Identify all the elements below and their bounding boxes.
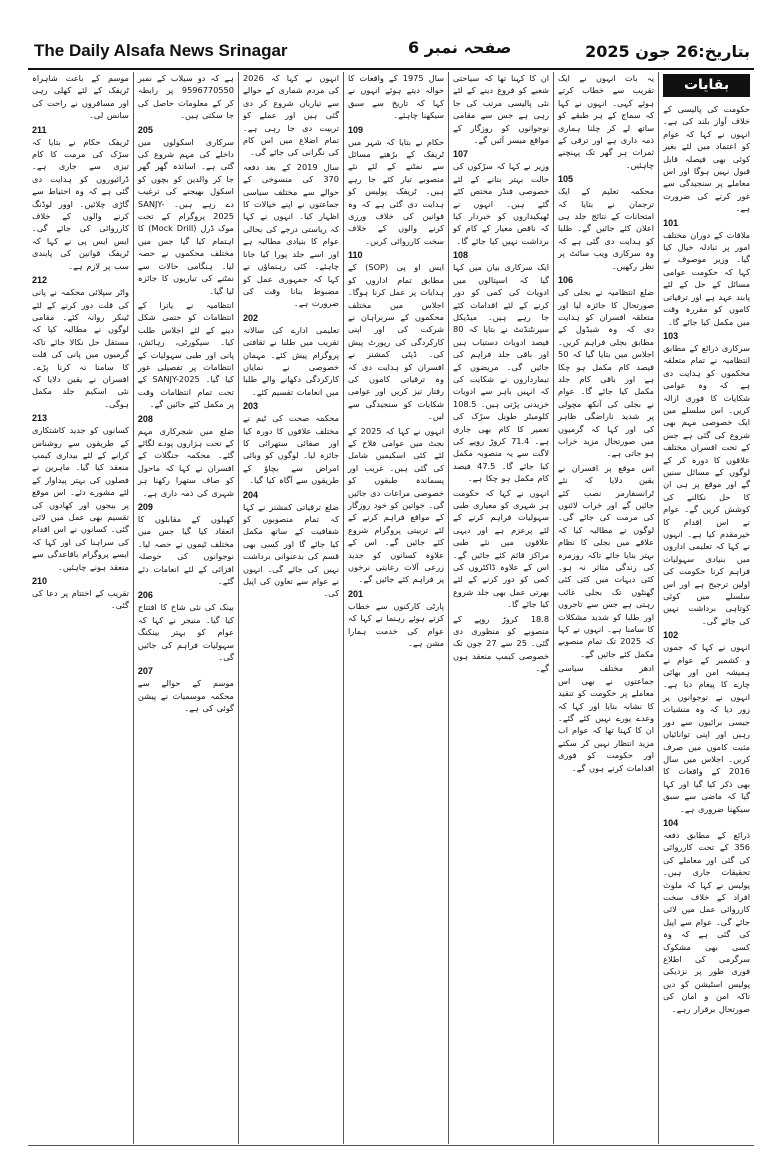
news-item-text: انہوں نے کہا کہ 2026 کی مردم شماری کے حوالے سے تیاریاں شروع کر دی گئی ہیں اور عملے کو تربیت دی جا رہی ہے۔ تمام اضلاع میں اس کام کی نگرانی کی جائے گی۔ (242, 73, 339, 158)
news-item-text: ایس او پی (SOP) کے مطابق تمام اداروں کو ہدایات پر عمل کرنا ہوگا۔ اجلاس میں مختلف محکموں کے سربراہان نے شرکت کی اور اپنی کارکردگی کی رپورٹ پیش کی۔ ڈپٹی کمشنر نے افسران کو ہدایت دی کہ وہ ترقیاتی کاموں کی رفتار تیز کریں اور عوامی شکایات کو سنجیدگی سے لیں۔ (347, 262, 445, 422)
news-item-number: 102 (663, 630, 679, 641)
news-item-number: 104 (663, 817, 679, 828)
news-item-number: 201 (347, 588, 364, 599)
news-item-text: سرکاری ذرائع کے مطابق انتظامیہ نے تمام متعلقہ محکموں کو ہدایت دی ہے کہ وہ عوامی شکایات کا فوری ازالہ کریں۔ اس سلسلے میں ایک خصوصی مہم بھی شروع کی گئی ہے جس کے تحت افسران مختلف علاقوں کا دورہ کر کے لوگوں کے مسائل سنیں گے اور موقع پر ہی ان کا حل نکالنے کی کوشش کریں گے۔ عوام نے اس اقدام کا خیرمقدم کیا ہے۔ انہوں نے کہا کہ تعلیمی اداروں میں بنیادی سہولیات فراہم کرنا حکومت کی اولین ترجیح ہے اور اس سلسلے میں کوئی کوتاہی برداشت نہیں کی جائے گی۔ (663, 342, 750, 626)
news-item-text: یہ بات انہوں نے ایک تقریب سے خطاب کرتے ہوئے کہی۔ انہوں نے کہا کہ سماج کے ہر طبقے کو ساتھ لے کر چلنا ہماری ذمہ داری ہے اور ترقی کے ثمرات ہر گھر تک پہنچنے چاہئیں۔ (558, 73, 655, 170)
news-item-number: 109 (347, 124, 364, 135)
news-column-2 (553, 72, 658, 1144)
news-item-number: 101 (663, 217, 679, 228)
news-item-text: سال 2019 کے بعد دفعہ 370 کی منسوخی کے حوالے سے مختلف سیاسی جماعتوں نے اپنے خیالات کا اظہار کیا۔ انہوں نے کہا کہ ریاستی درجے کی بحالی عوام کا بنیادی مطالبہ ہے اور اسے جلد پورا کیا جانا چاہئے۔ کئی رہنماؤں نے کہا کہ جمہوری عمل کو مضبوط بنانا وقت کی ضرورت ہے۔ (242, 161, 339, 309)
news-item-text: ہے کہ دو سیلاب کے نمبر 9596770550 پر رابطہ کر کے معلومات حاصل کی جا سکتی ہیں۔ (137, 73, 234, 121)
news-item-text: تعلیمی ادارے کی سالانہ تقریب میں طلبا نے ثقافتی پروگرام پیش کئے۔ مہمان خصوصی نے نمایاں کارکردگی دکھانے والے طلبا میں انعامات تقسیم کئے۔ (242, 324, 339, 397)
news-column-6 (133, 72, 238, 1144)
news-item-text: ان کا کہنا تھا کہ سیاحتی شعبے کو فروغ دینے کے لئے نئی پالیسی مرتب کی جا رہی ہے جس سے مقامی نوجوانوں کو روزگار کے مواقع میسر آئیں گے۔ (453, 73, 550, 146)
news-item-number: 107 (453, 149, 469, 160)
news-item-text: محکمہ صحت کی ٹیم نے مختلف علاقوں کا دورہ کیا اور صفائی ستھرائی کا جائزہ لیا۔ لوگوں کو وبائی امراض سے بچاؤ کے طریقوں سے آگاہ کیا گیا۔ (242, 413, 339, 486)
masthead (28, 34, 754, 70)
news-item-text: واٹر سپلائی محکمہ نے پانی کی قلت دور کرنے کے لئے ٹینکر روانہ کئے۔ مقامی لوگوں نے مطالبہ کیا کہ مستقل حل نکالا جائے تاکہ گرمیوں میں پانی کی قلت کا سامنا نہ کرنا پڑے۔ افسران نے یقین دلایا کہ نئی اسکیم جلد مکمل ہوگی۔ (32, 287, 129, 409)
news-item-text: پارٹی کارکنوں سے خطاب کرتے ہوئے رہنما نے کہا کہ عوام کی خدمت ہمارا مشن ہے۔ (347, 600, 445, 649)
news-item-text: ذرائع کے مطابق دفعہ 356 کے تحت کارروائی کی گئی اور معاملے کی تحقیقات جاری ہیں۔ پولیس نے کہا کہ ملوث افراد کے خلاف سخت کارروائی عمل میں لائی جائے گی۔ عوام سے اپیل کی گئی ہے کہ وہ کسی بھی مشکوک سرگرمی کی اطلاع فوری طور پر نزدیکی پولیس اسٹیشن کو دیں تاکہ امن و امان کی صورتحال برقرار رہے۔ (663, 829, 750, 1014)
news-item-number: 206 (137, 590, 153, 601)
news-item-text: کھیلوں کے مقابلوں کا انعقاد کیا گیا جس میں مختلف ٹیموں نے حصہ لیا۔ نوجوانوں کی حوصلہ افزائی کے لئے انعامات دئے گئے۔ (137, 514, 234, 587)
news-item-text: 18.8 کروڑ روپے کے منصوبے کو منظوری دی گئی۔ 25 سے 27 جون تک خصوصی کیمپ منعقد ہوں گے۔ (453, 613, 550, 674)
news-item-number: 213 (32, 413, 48, 424)
issue-date: بتاریخ:26 جون 2025 (585, 41, 750, 61)
news-item-text: حکومت کی پالیسی کے خلاف آواز بلند کی ہے۔ انہوں نے کہا کہ عوام کو اعتماد میں لئے بغیر کوئی بھی فیصلہ قابل قبول نہیں ہوگا اور اس معاملے پر سنجیدگی سے غور کرنے کی ضرورت ہے۔ (663, 104, 750, 214)
news-item-number: 212 (32, 275, 48, 286)
news-item-text: ضلع میں شجرکاری مہم کے تحت ہزاروں پودے لگائے گئے۔ محکمہ جنگلات کے افسران نے کہا کہ ماحول کو صاف ستھرا رکھنا ہر شہری کی ذمہ داری ہے۔ (137, 425, 234, 498)
news-item-number: 110 (347, 250, 363, 261)
newspaper-name: The Daily Alsafa News Srinagar (34, 41, 288, 60)
news-item-text: ملاقات کے دوران مختلف امور پر تبادلہ خیال کیا گیا۔ وزیر موصوف نے کہا کہ حکومت عوامی مسائل کے حل کے لئے پابند عہد ہے اور ترقیاتی کاموں کو مقررہ وقت میں مکمل کیا جائے گا۔ (663, 229, 750, 327)
news-item-text: انہوں نے کہا کہ جموں و کشمیر کے عوام نے ہمیشہ امن اور بھائی چارے کا پیغام دیا ہے۔ انہوں نے نوجوانوں پر زور دیا کہ وہ منشیات جیسی برائیوں سے دور رہیں اور اپنی توانائیاں مثبت کاموں میں صرف کریں۔ اجلاس میں سال 2016 کے واقعات کا بھی ذکر کیا گیا اور کہا گیا کہ ماضی سے سبق سیکھنا ضروری ہے۔ (663, 642, 750, 814)
news-item-text: بینک کی نئی شاخ کا افتتاح کیا گیا۔ منیجر نے کہا کہ عوام کو بہتر بینکنگ سہولیات فراہم کی جائیں گی۔ (137, 602, 234, 663)
news-item-text: موسم کے باعث شاہراہ ٹریفک کے لئے کھلی رہی اور مسافروں نے راحت کی سانس لی۔ (32, 73, 129, 121)
news-item-number: 105 (558, 174, 574, 185)
news-item-text: کسانوں کو جدید کاشتکاری کے طریقوں سے روشناس کرانے کے لئے بیداری کیمپ منعقد کیا گیا۔ ماہرین نے فصلوں کی بہتر پیداوار کے لئے مشورے دئے۔ اس موقع پر بیجوں اور کھادوں کی تقسیم بھی عمل میں لائی گئی۔ کسانوں نے اس اقدام کی سراہنا کی اور کہا کہ ایسے پروگرام باقاعدگی سے منعقد ہونے چاہئیں۔ (32, 425, 129, 572)
news-column-5 (238, 72, 343, 1144)
news-item-text: موسم کے حوالے سے محکمہ موسمیات نے پیشن گوئی کی ہے۔ (137, 678, 234, 714)
news-item-text: ٹریفک حکام نے بتایا کہ سڑک کی مرمت کا کام تیزی سے جاری ہے۔ ڈرائیوروں کو ہدایت دی گئی ہے کہ وہ احتیاط سے گاڑی چلائیں۔ اوور لوڈنگ کرنے والوں کے خلاف کارروائی کی جائے گی۔ ایس ایس پی نے کہا کہ ٹریفک قوانین کی پابندی سب پر لازم ہے۔ (32, 136, 129, 271)
news-item-text: سرکاری اسکولوں میں داخلے کی مہم شروع کی گئی ہے۔ اساتذہ گھر گھر جا کر والدین کو بچوں کو اسکول بھیجنے کی ترغیب دے رہے ہیں۔ SANJY-2025 پروگرام کے تحت موک ڈرل (Mock Drill) کا اہتمام کیا گیا جس میں مختلف محکموں نے حصہ لیا۔ ہنگامی حالات سے نمٹنے کی تیاریوں کا جائزہ لیا گیا۔ (137, 136, 234, 296)
news-column-4 (343, 72, 448, 1144)
news-item-number: 210 (32, 576, 48, 587)
news-column-7 (28, 72, 133, 1144)
news-item-text: تقریب کے اختتام پر دعا کی گئی۔ (32, 588, 129, 611)
section-heading: بقایات (663, 74, 750, 97)
page-number: صفحہ نمبر 6 (408, 38, 512, 57)
news-item-text: ضلع انتظامیہ نے بجلی کی صورتحال کا جائزہ لیا اور متعلقہ افسران کو ہدایت دی کہ وہ شیڈول کے مطابق بجلی فراہم کریں۔ اجلاس میں بتایا گیا کہ 50 فیصد کام مکمل ہو چکا ہے اور باقی کام جلد مکمل کیا جائے گا۔ عوام نے بجلی کی آنکھ مچولی پر شدید ناراضگی ظاہر کی اور کہا کہ گرمیوں میں صورتحال مزید خراب ہو جاتی ہے۔ (558, 287, 655, 459)
news-column-1 (658, 72, 754, 1144)
news-item-number: 204 (242, 489, 258, 500)
news-item-text: انہوں نے کہا کہ حکومت ہر شہری کو معیاری طبی سہولیات فراہم کرنے کے لئے پرعزم ہے اور دیہی علاقوں میں نئے طبی مراکز قائم کئے جائیں گے۔ اس کے علاوہ ڈاکٹروں کی کمی کو دور کرنے کے لئے بھرتی عمل بھی جلد شروع کیا جائے گا۔ (453, 487, 550, 610)
news-item-text: اس موقع پر افسران نے یقین دلایا کہ نئے ٹرانسفارمر نصب کئے جائیں گے اور خراب لائنوں کی مرمت کی جائے گی۔ لوگوں نے مطالبہ کیا کہ علاقے میں بجلی کا نظام بہتر بنایا جائے تاکہ روزمرہ کی زندگی متاثر نہ ہو۔ کئی دیہات میں کئی کئی گھنٹوں تک بجلی غائب رہتی ہے جس سے تاجروں اور طلبا کو شدید مشکلات کا سامنا ہے۔ انہوں نے کہا کہ 2025 تک تمام منصوبے مکمل کئے جائیں گے۔ (558, 462, 655, 659)
news-item-text: ضلع ترقیاتی کمشنر نے کہا کہ تمام منصوبوں کو شفافیت کے ساتھ مکمل کیا جائے گا اور کسی بھی قسم کی بدعنوانی برداشت نہیں کی جائے گی۔ انہوں نے عوام سے تعاون کی اپیل کی۔ (242, 501, 339, 599)
news-item-number: 106 (558, 275, 574, 286)
news-item-text: وزیر نے کہا کہ سڑکوں کی حالت بہتر بنانے کے لئے خصوصی فنڈز مختص کئے گئے ہیں۔ انہوں نے ٹھیکیداروں کو خبردار کیا کہ ناقص معیار کے کام کو برداشت نہیں کیا جائے گا۔ (453, 161, 550, 246)
news-item-number: 207 (137, 666, 153, 677)
bottom-rule (28, 1145, 754, 1146)
news-item-number: 108 (453, 250, 469, 261)
news-item-number: 208 (137, 413, 153, 424)
news-item-text: انہوں نے کہا کہ 2025 کے بجٹ میں عوامی فلاح کے لئے کئی اسکیمیں شامل کی گئی ہیں۔ غریب اور پسماندہ طبقوں کو خصوصی مراعات دی جائیں گی۔ خواتین کو خود روزگار کے مواقع فراہم کرنے کے لئے تربیتی پروگرام شروع کئے جائیں گے۔ اس کے علاوہ کسانوں کو جدید زرعی آلات رعایتی نرخوں پر فراہم کئے جائیں گے۔ (347, 425, 445, 585)
news-column-3 (448, 72, 553, 1144)
news-columns (28, 72, 754, 1144)
news-item-number: 103 (663, 330, 679, 341)
news-item-number: 202 (242, 312, 258, 323)
news-item-text: ایک سرکاری بیان میں کہا گیا کہ اسپتالوں میں ادویات کی کمی کو دور کرنے کے لئے اقدامات کئے جا رہے ہیں۔ میڈیکل سپرنٹنڈنٹ نے بتایا کہ 80 فیصد ادویات دستیاب ہیں اور باقی جلد فراہم کی جائیں گی۔ مریضوں کے تیمارداروں نے شکایت کی کہ انہیں باہر سے ادویات خریدنی پڑتی ہیں۔ 108.5 کلومیٹر طویل سڑک کی تعمیر کا کام بھی جاری ہے۔ 71.4 کروڑ روپے کی لاگت سے یہ منصوبہ مکمل کیا جائے گا۔ 47.5 فیصد کام مکمل ہو چکا ہے۔ (453, 262, 550, 484)
news-item-number: 205 (137, 124, 153, 135)
news-item-number: 211 (32, 124, 47, 135)
news-item-number: 203 (242, 401, 258, 412)
news-item-text: محکمہ تعلیم کے ایک ترجمان نے بتایا کہ امتحانات کے نتائج جلد ہی اعلان کئے جائیں گے۔ طلبا کو ہدایت دی گئی ہے کہ وہ سرکاری ویب سائٹ پر نظر رکھیں۔ (558, 186, 655, 271)
news-item-text: انتظامیہ نے یاترا کے انتظامات کو حتمی شکل دینے کے لئے اجلاس طلب کیا۔ سیکورٹی، رہائش، پانی اور طبی سہولیات کے انتظامات پر تفصیلی غور کیا گیا۔ SANJY-2025 کے تحت تمام انتظامات وقت پر مکمل کئے جائیں گے۔ (137, 299, 234, 410)
news-item-text: سال 1975 کے واقعات کا حوالہ دیتے ہوئے انہوں نے کہا کہ تاریخ سے سبق سیکھنا چاہئے۔ (347, 73, 445, 121)
news-item-text: ادھر مختلف سیاسی جماعتوں نے بھی اس معاملے پر حکومت کو تنقید کا نشانہ بنایا اور کہا کہ وعدے پورے نہیں کئے گئے۔ ان کا کہنا تھا کہ عوام اب مزید انتظار نہیں کر سکتے اور حکومت کو فوری اقدامات کرنے ہوں گے۔ (558, 663, 655, 773)
news-item-number: 209 (137, 502, 153, 512)
news-item-text: حکام نے بتایا کہ شہر میں ٹریفک کے بڑھتے مسائل سے نمٹنے کے لئے نئے منصوبے تیار کئے جا رہے ہیں۔ ٹریفک پولیس کو ہدایت دی گئی ہے کہ وہ قوانین کی خلاف ورزی کرنے والوں کے خلاف سخت کارروائی کریں۔ (347, 136, 445, 246)
